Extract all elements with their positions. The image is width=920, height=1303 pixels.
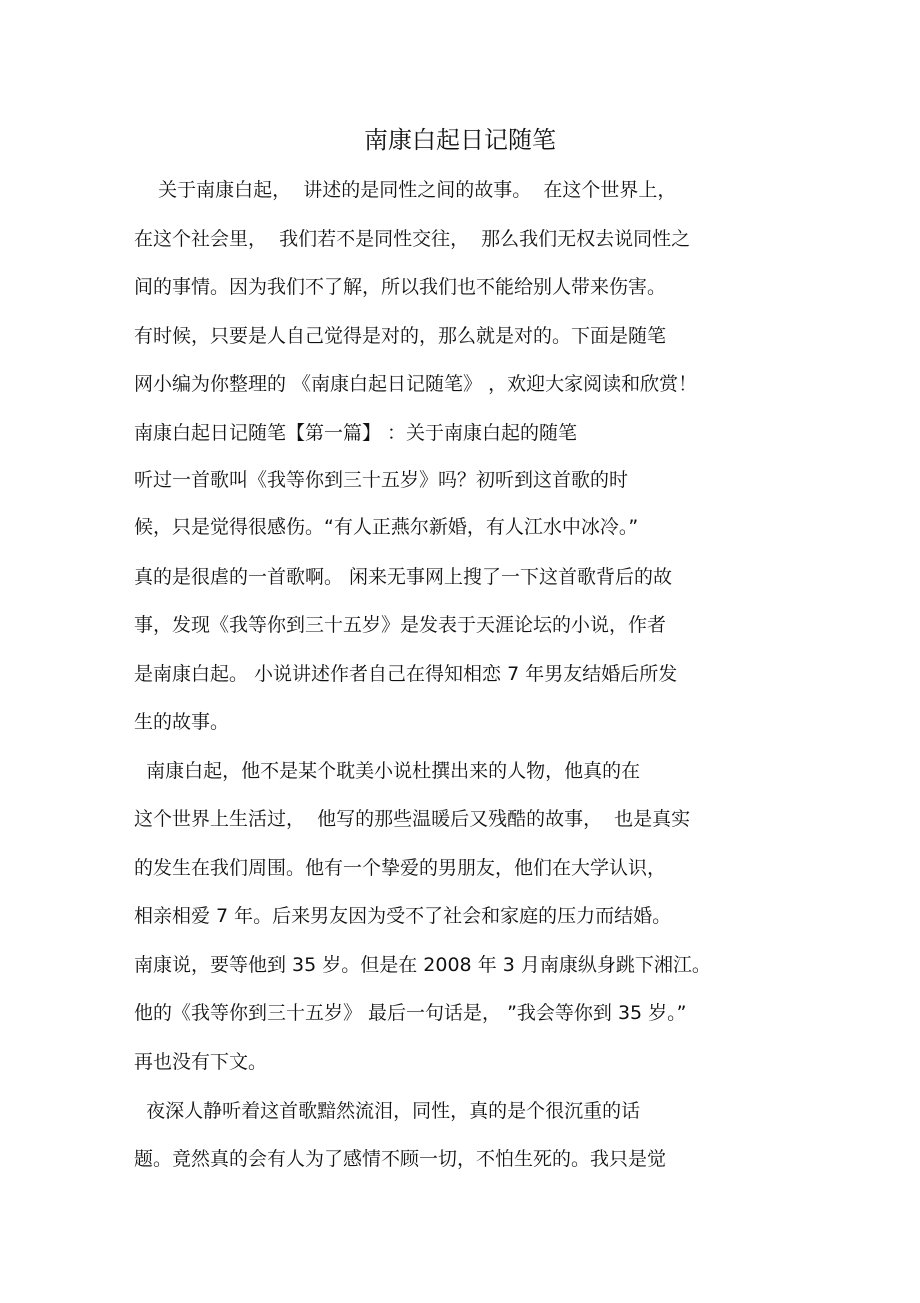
text-line: 间的事情。因为我们不了解，所以我们也不能给别人带来伤害。 [134, 276, 667, 298]
text-line: 生的故事。 [134, 711, 230, 733]
text-line: 的发生在我们周围。他有一个挚爱的男朋友，他们在大学认识， [134, 857, 667, 879]
text-line: 有时候，只要是人自己觉得是对的，那么就是对的。下面是随笔 [134, 325, 667, 347]
text-line: 网小编为你整理的 《南康白起日记随笔》 ，欢迎大家阅读和欣赏！ [134, 373, 698, 395]
text-line: 是南康白起。 小说讲述作者自己在得知相恋 7 年男友结婚后所发 [134, 663, 678, 685]
text-line: 再也没有下文。 [134, 1051, 268, 1073]
text-line: 南康白起日记随笔【第一篇】 ：关于南康白起的随笔 [134, 422, 578, 444]
text-line: 这个世界上生活过， 他写的那些温暖后又残酷的故事， 也是真实 [134, 808, 691, 830]
text-line: 听过一首歌叫《我等你到三十五岁》吗？初听到这首歌的时 [134, 469, 629, 491]
text-line: 相亲相爱 7 年。后来男友因为受不了社会和家庭的压力而结婚。 [134, 905, 672, 927]
text-line: 他的《我等你到三十五岁》 最后一句话是， ”我会等你到 35 岁。” [134, 1002, 687, 1024]
text-line: 南康说，要等他到 35 岁。但是在 2008 年 3 月南康纵身跳下湘江。 [134, 954, 711, 976]
text-line: 在这个社会里， 我们若不是同性交往， 那么我们无权去说同性之 [134, 228, 691, 250]
text-line: 候，只是觉得很感伤。“有人正燕尔新婚，有人江水中冰冷。” [134, 516, 639, 538]
text-line: 题。竟然真的会有人为了感情不顾一切，不怕生死的。我只是觉 [134, 1148, 667, 1170]
document-title: 南康白起日记随笔 [364, 126, 556, 154]
text-line: 关于南康白起， 讲述的是同性之间的故事。 在这个世界上， [134, 179, 677, 201]
text-line: 南康白起，他不是某个耽美小说杜撰出来的人物，他真的在 [134, 760, 641, 782]
text-line: 事，发现《我等你到三十五岁》是发表于天涯论坛的小说，作者 [134, 614, 667, 636]
text-line: 真的是很虐的一首歌啊。 闲来无事网上搜了一下这首歌背后的故 [134, 566, 673, 588]
text-line: 夜深人静听着这首歌黯然流泪，同性，真的是个很沉重的话 [134, 1100, 641, 1122]
